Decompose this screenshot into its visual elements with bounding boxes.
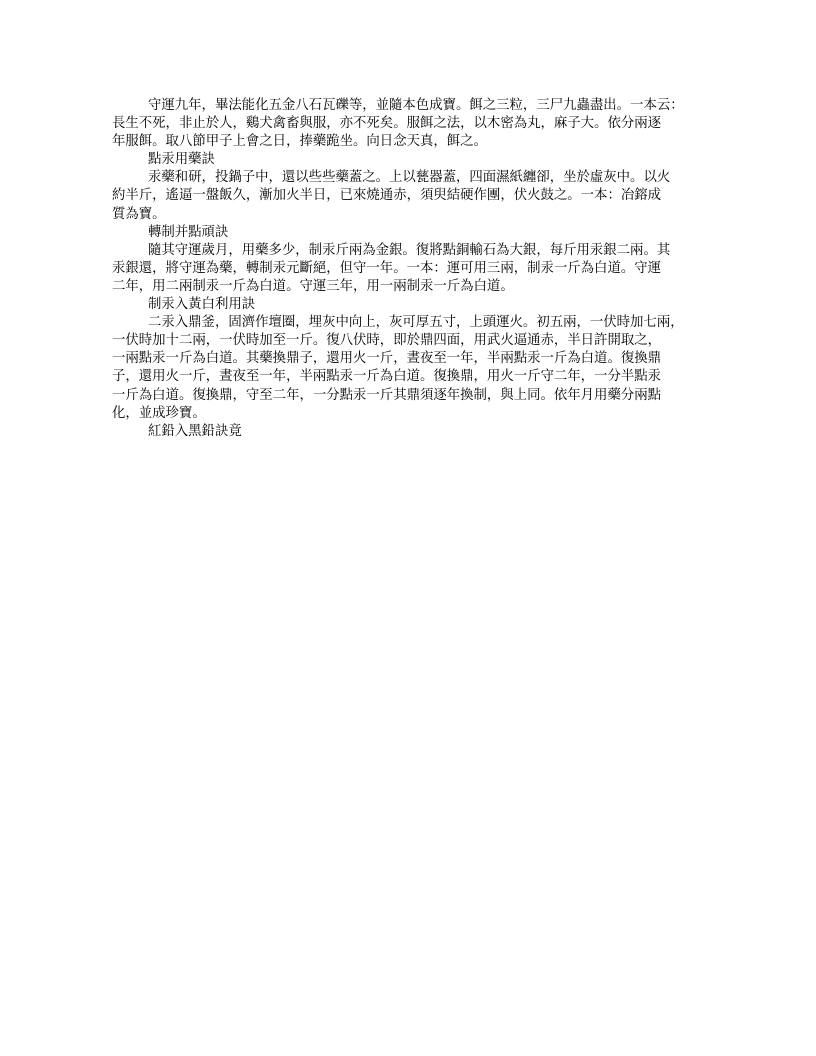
section-heading: 點汞用藥訣 (148, 152, 215, 168)
paragraph-line: 長生不死，非止於人，鷄犬禽畜與服，亦不死矣。服餌之法，以木密為丸，麻子大。依分兩逐 (112, 116, 662, 132)
paragraph-line: 二年，用二兩制汞一斤為白道。守運三年，用一兩制汞一斤為白道。 (112, 278, 514, 294)
paragraph-line: 汞銀還，將守運為藥，轉制汞元斷絕，但守一年。一本：運可用三兩，制汞一斤為白道。守運 (112, 260, 662, 276)
paragraph-line: 一斤為白道。復換鼎，守至二年，一分點汞一斤其鼎須逐年換制，與上同。依年月用藥分兩點 (112, 387, 662, 403)
paragraph-line: 年服餌。取八節甲子上會之日，捧藥跪坐。向日念天真，餌之。 (112, 134, 487, 150)
paragraph-line: 一伏時加十二兩，一伏時加至一斤。復八伏時，即於鼎四面，用武火逼通赤，半日許開取之， (112, 333, 662, 349)
section-heading: 制汞入黃白利用訣 (148, 297, 256, 313)
paragraph-line: 約半斤，遙逼一盤飯久，漸加火半日，已來燒通赤，須臾結硬作團，伏火鼓之。一本：冶鎔成 (112, 188, 662, 204)
paragraph-line: 汞藥和研，投鍋子中，還以些些藥蓋之。上以甆器蓋，四面濕紙纏卻，坐於虛灰中。以火 (148, 170, 671, 186)
paragraph-line: 子，還用火一斤，晝夜至一年，半兩點汞一斤為白道。復換鼎，用火一斤守二年，一分半點汞 (112, 369, 662, 385)
paragraph-line: 二汞入鼎釜，固濟作壇圈，埋灰中向上，灰可厚五寸，上頭運火。初五兩，一伏時加七兩， (148, 315, 684, 331)
paragraph-line: 一兩點汞一斤為白道。其藥換鼎子，還用火一斤，晝夜至一年，半兩點汞一斤為白道。復換鼎 (112, 351, 662, 367)
section-heading: 轉制并點頑訣 (148, 224, 229, 240)
paragraph-line: 化，並成珍寶。 (112, 405, 206, 421)
paragraph-line: 隨其守運歲月，用藥多少，制汞斤兩為金銀。復將點銅輸石為大銀，每斤用汞銀二兩。其 (148, 242, 671, 258)
paragraph-line: 守運九年，畢法能化五金八石瓦礫等，並隨本色成寶。餌之三粒，三尸九蟲盡出。一本云： (148, 98, 684, 113)
paragraph-line: 質為寶。 (112, 206, 166, 222)
document-page (112, 97, 698, 441)
closing-heading: 紅鉛入黑鉛訣竟 (148, 423, 242, 439)
